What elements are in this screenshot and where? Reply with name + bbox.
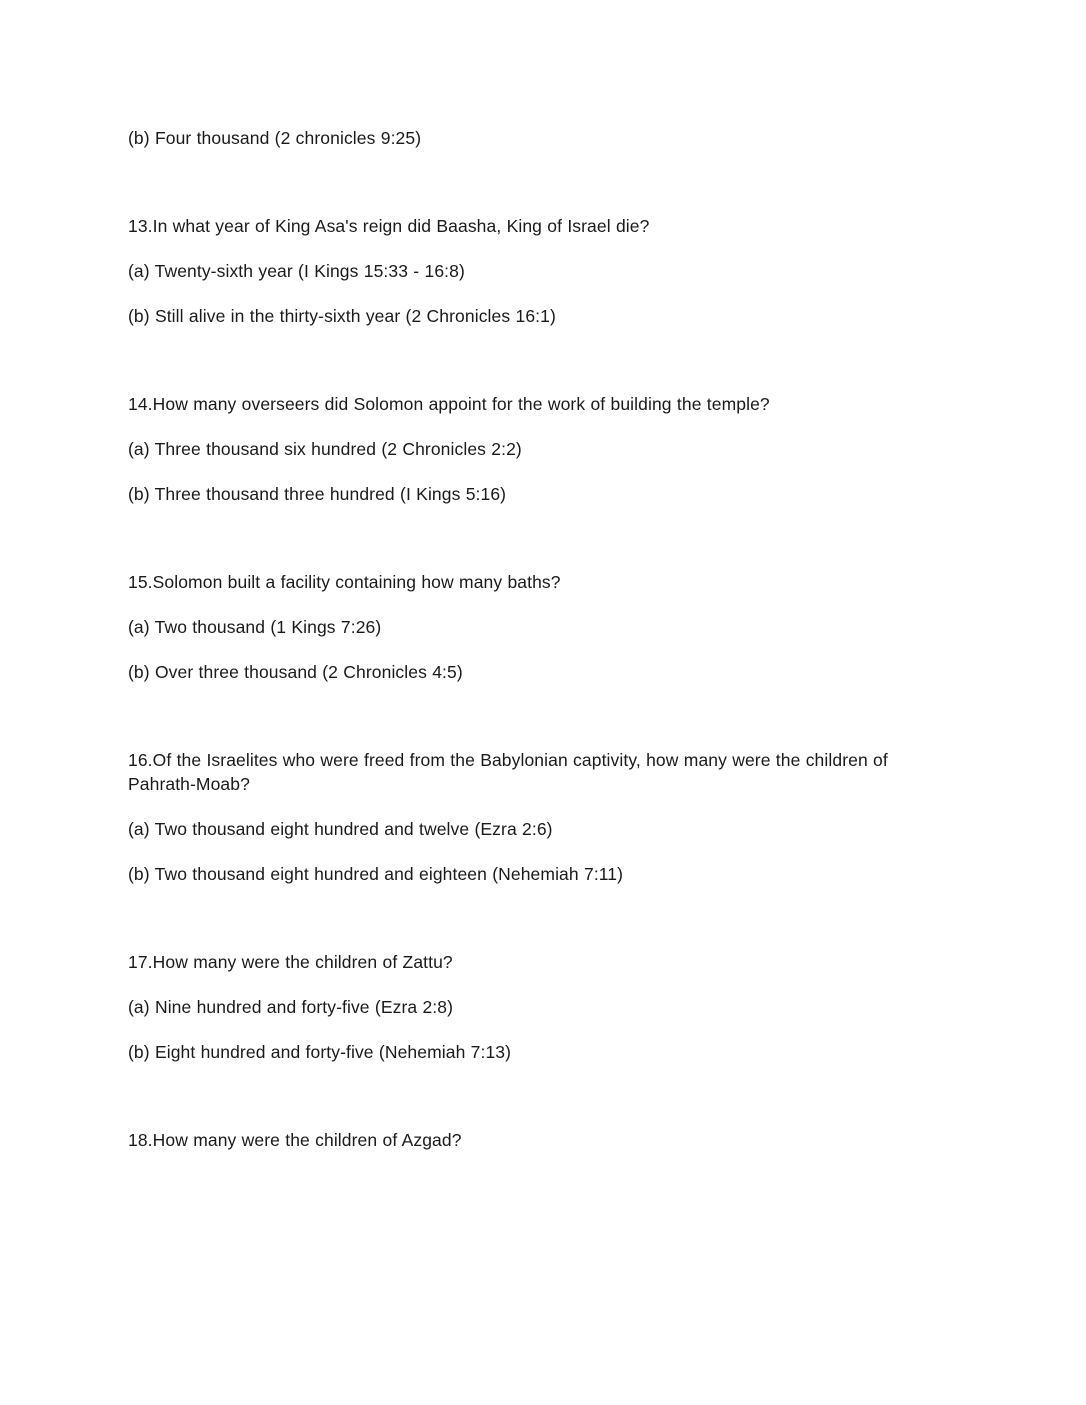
- question-text-question-14-0: 14.How many overseers did Solomon appoint for the work of building the temple?: [128, 394, 770, 414]
- answer-option-question-13-2: (b) Still alive in the thirty-sixth year (2 Chronicles 16:1): [128, 306, 556, 326]
- qa-block-question-17: [128, 950, 896, 1064]
- qa-block-question-13: [128, 214, 896, 328]
- qa-block-question-18: [128, 1128, 896, 1152]
- qa-block-carryover-answer: [128, 126, 896, 150]
- answer-option-question-13-1: (a) Twenty-sixth year (I Kings 15:33 - 16:8): [128, 261, 465, 281]
- question-text-question-18-0: 18.How many were the children of Azgad?: [128, 1130, 462, 1150]
- answer-option-question-15-2: (b) Over three thousand (2 Chronicles 4:5): [128, 662, 463, 682]
- document-text-body: [128, 126, 896, 1152]
- answer-option-carryover-answer-0: (b) Four thousand (2 chronicles 9:25): [128, 128, 422, 148]
- qa-block-question-15: [128, 570, 896, 684]
- question-text-question-13-0: 13.In what year of King Asa's reign did Baasha, King of Israel die?: [128, 216, 650, 236]
- question-text-question-16-0: 16.Of the Israelites who were freed from the Babylonian captivity, how many were the children of Pahrath-Moab?: [128, 750, 888, 794]
- answer-option-question-17-2: (b) Eight hundred and forty-five (Nehemiah 7:13): [128, 1042, 512, 1062]
- question-text-question-15-0: 15.Solomon built a facility containing how many baths?: [128, 572, 561, 592]
- answer-option-question-15-1: (a) Two thousand (1 Kings 7:26): [128, 617, 382, 637]
- qa-block-question-16: [128, 748, 896, 886]
- answer-option-question-17-1: (a) Nine hundred and forty-five (Ezra 2:8): [128, 997, 454, 1017]
- answer-option-question-14-2: (b) Three thousand three hundred (I Kings 5:16): [128, 484, 507, 504]
- question-text-question-17-0: 17.How many were the children of Zattu?: [128, 952, 453, 972]
- answer-option-question-14-1: (a) Three thousand six hundred (2 Chronicles 2:2): [128, 439, 522, 459]
- qa-block-question-14: [128, 392, 896, 506]
- answer-option-question-16-2: (b) Two thousand eight hundred and eighteen (Nehemiah 7:11): [128, 864, 624, 884]
- answer-option-question-16-1: (a) Two thousand eight hundred and twelve (Ezra 2:6): [128, 819, 553, 839]
